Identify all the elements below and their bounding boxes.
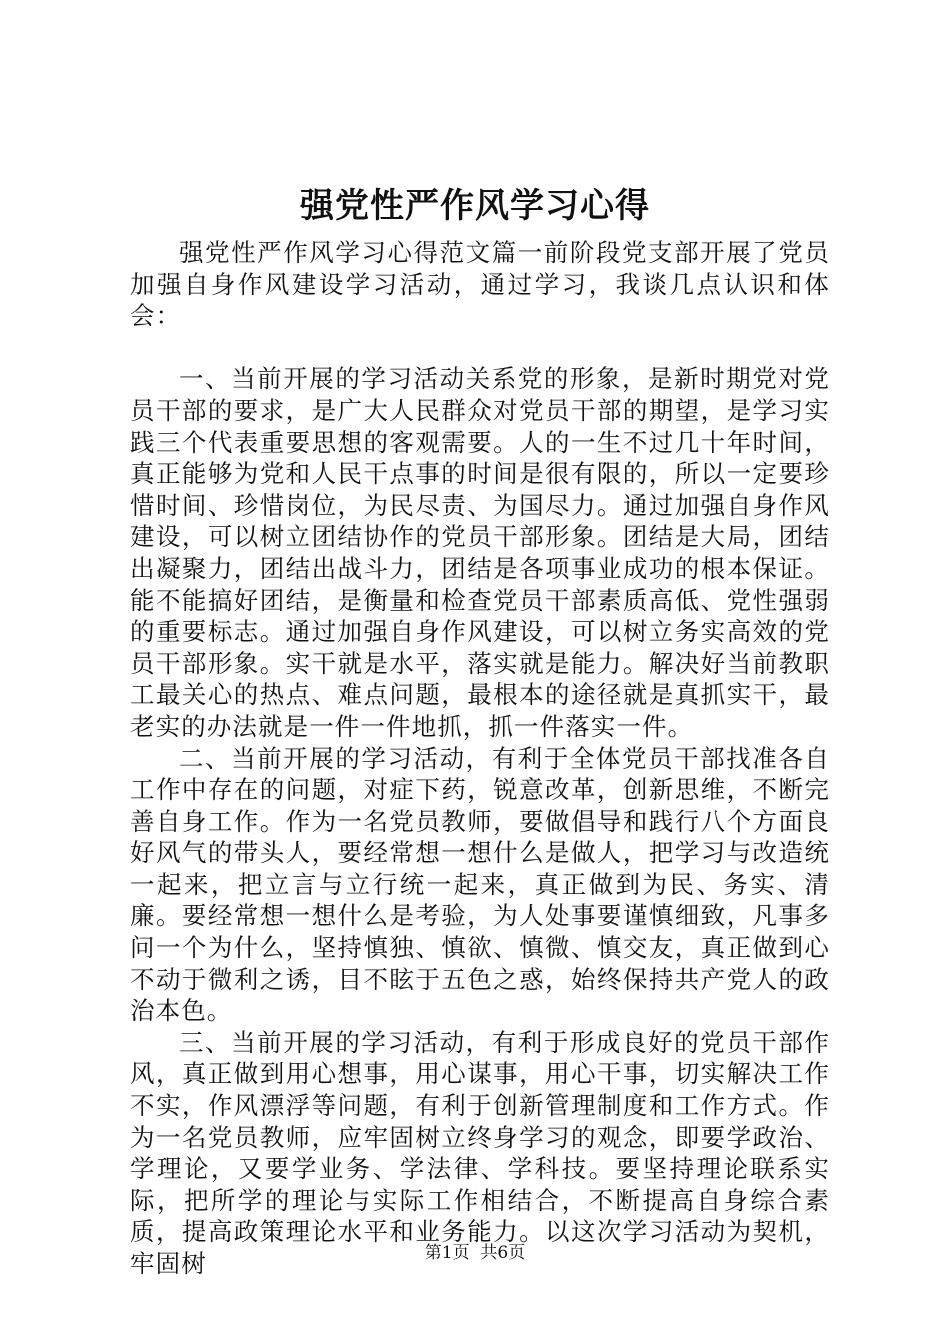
paragraph-section-three: 三、当前开展的学习活动，有利于形成良好的党员干部作风，真正做到用心想事，用心谋事，用心干事，切实解决工作不实，作风漂浮等问题，有利于创新管理制度和工作方式。作为一名党员教师，应牢固树立终身学习的观念，即要学政治、学理论，又要学业务、学法律、学科技。要坚持理论联系实际，把所学的理论与实际工作相结合，不断提高自身综合素质，提高政策理论水平和业务能力。以这次学习活动为契机，牢固树	[130, 1027, 830, 1278]
document-title: 强党性严作风学习心得	[300, 186, 650, 226]
page-footer: 第1页 共6页	[424, 1243, 526, 1263]
paragraph-intro: 强党性严作风学习心得范文篇一前阶段党支部开展了党员加强自身作风建设学习活动，通过学习，我谈几点认识和体会：	[130, 238, 830, 331]
document-body	[130, 237, 830, 1280]
paragraph-section-two: 二、当前开展的学习活动，有利于全体党员干部找准各自工作中存在的问题，对症下药，锐意改革，创新思维，不断完善自身工作。作为一名党员教师，要做倡导和践行八个方面良好风气的带头人，要经常想一想什么是做人，把学习与改造统一起来，把立言与立行统一起来，真正做到为民、务实、清廉。要经常想一想什么是考验，为人处事要谨慎细致，凡事多问一个为什么，坚持慎独、慎欲、慎微、慎交友，真正做到心不动于微利之诱，目不眩于五色之惑，始终保持共产党人的政治本色。	[130, 743, 830, 1026]
paragraph-section-one: 一、当前开展的学习活动关系党的形象，是新时期党对党员干部的要求，是广大人民群众对党员干部的期望，是学习实践三个代表重要思想的客观需要。人的一生不过几十年时间，真正能够为党和人民干点事的时间是很有限的，所以一定要珍惜时间、珍惜岗位，为民尽责、为国尽力。通过加强自身作风建设，可以树立团结协作的党员干部形象。团结是大局，团结出凝聚力，团结出战斗力，团结是各项事业成功的根本保证。能不能搞好团结，是衡量和检查党员干部素质高低、党性强弱的重要标志。通过加强自身作风建设，可以树立务实高效的党员干部形象。实干就是水平，落实就是能力。解决好当前教职工最关心的热点、难点问题，最根本的途径就是真抓实干，最老实的办法就是一件一件地抓，抓一件落实一件。	[130, 364, 830, 741]
